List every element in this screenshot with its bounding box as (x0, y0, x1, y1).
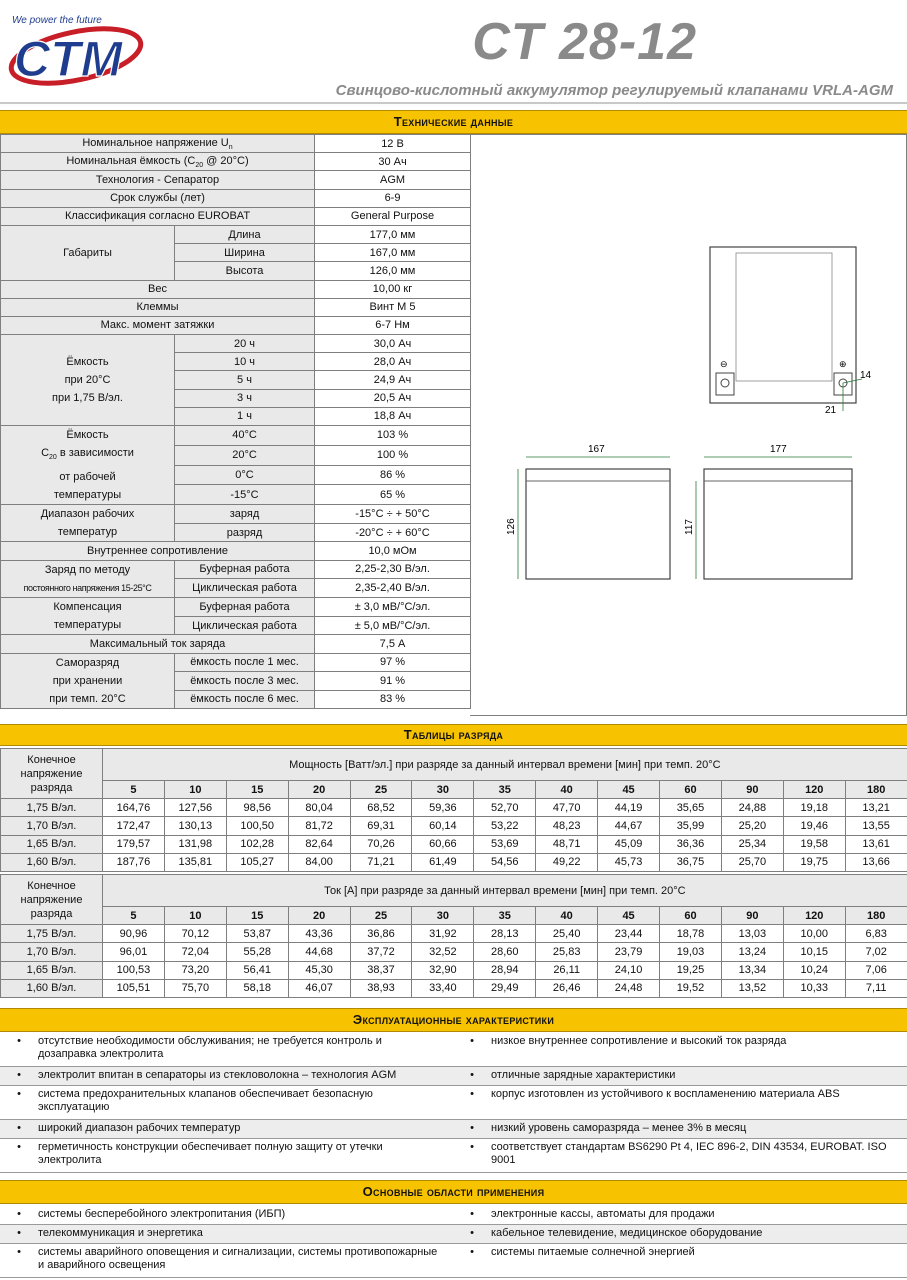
value-cell: 13,66 (845, 853, 907, 871)
value-cell: 56,41 (226, 961, 288, 979)
row-capacity-temp: Ёмкость $С_{20}$ в зависимости от рабочей температуры 40°С 103 % (1, 426, 471, 446)
value-cell: 84,00 (288, 853, 350, 871)
time-header: 15 (226, 781, 288, 799)
power-caption: Мощность [Ватт/эл.] при разряде за данный интервал времени [мин] при темп. 20°С (103, 749, 907, 781)
bullet-icon: • (17, 1088, 21, 1100)
list-row (0, 1033, 907, 1067)
time-header: 180 (845, 907, 907, 925)
value-cell: 58,18 (226, 979, 288, 997)
list-item (453, 1225, 906, 1243)
model-title: CT 28-12 (472, 13, 697, 71)
section-features-title: Эксплуатационные характеристики (352, 1012, 555, 1027)
section-tech-header (0, 110, 907, 134)
row-max-current: Максимальный ток заряда 7,5 А (1, 635, 471, 653)
value-cell: 23,44 (598, 925, 660, 943)
row-nominal-voltage: Номинальное напряжение $U_n$ 12 В (1, 135, 471, 153)
value-cell: 19,75 (783, 853, 845, 871)
list-item (453, 1139, 906, 1172)
value-cell: 28,13 (474, 925, 536, 943)
value-cell: 28,60 (474, 943, 536, 961)
value-cell: 35,65 (660, 799, 722, 817)
section-tech-title: Технические данные (393, 114, 514, 129)
value-cell: 82,64 (288, 835, 350, 853)
value-cell: 25,40 (536, 925, 598, 943)
value-cell: 96,01 (103, 943, 165, 961)
bullet-icon: • (470, 1141, 474, 1153)
value-cell: 48,23 (536, 817, 598, 835)
list-item (453, 1033, 906, 1066)
value-cell: 75,70 (164, 979, 226, 997)
value-cell: 10,33 (783, 979, 845, 997)
ctm-logo (6, 8, 156, 94)
value-cell: 100,50 (226, 817, 288, 835)
value-cell: 10,00 (783, 925, 845, 943)
row-classification: Классификация согласно EUROBAT General Purpose (1, 207, 471, 225)
list-item (453, 1244, 906, 1277)
list-item-text: системы питаемые солнечной энергией (491, 1246, 695, 1258)
value-cell: 52,70 (474, 799, 536, 817)
list-row (0, 1244, 907, 1278)
list-item-text: корпус изготовлен из устойчивого к воспламенению материала ABS (491, 1088, 840, 1100)
table-row (1, 961, 907, 979)
time-header: 10 (164, 781, 226, 799)
list-item-text: герметичность конструкции обеспечивает полную защиту от утечки электролита (38, 1141, 383, 1166)
list-item (0, 1244, 453, 1277)
header-divider (0, 102, 907, 104)
table-row (1, 817, 907, 835)
value-cell: 19,18 (783, 799, 845, 817)
value-cell: 19,46 (783, 817, 845, 835)
row-temp-range: Диапазон рабочих температур заряд -15°С ÷ + 50°С (1, 505, 471, 524)
list-item-text: кабельное телевидение, медицинское оборудование (491, 1227, 763, 1239)
time-header: 120 (783, 781, 845, 799)
list-row (0, 1206, 907, 1225)
end-voltage-cell: 1,60 В/эл. (1, 979, 103, 997)
section-discharge-title: Таблицы разряда (403, 727, 504, 742)
battery-dimension-drawing (470, 135, 907, 717)
list-item-text: телекоммуникация и энергетика (38, 1227, 203, 1239)
value-cell: 36,75 (660, 853, 722, 871)
list-item-text: соответствует стандартам BS6290 Pt 4, IEC 896-2, DIN 43534, EUROBAT. ISO 9001 (491, 1141, 887, 1166)
list-item (453, 1067, 906, 1085)
time-header: 20 (288, 781, 350, 799)
bullet-icon: • (470, 1035, 474, 1047)
value-cell: 13,55 (845, 817, 907, 835)
value-cell: 55,28 (226, 943, 288, 961)
time-header: 30 (412, 781, 474, 799)
time-header: 120 (783, 907, 845, 925)
value-cell: 70,26 (350, 835, 412, 853)
time-header: 5 (103, 907, 165, 925)
value-cell: 13,24 (721, 943, 783, 961)
list-item (453, 1120, 906, 1138)
value-cell: 72,04 (164, 943, 226, 961)
list-item (0, 1139, 453, 1172)
list-row (0, 1086, 907, 1120)
end-voltage-cell: 1,75 В/эл. (1, 799, 103, 817)
table-row (1, 925, 907, 943)
document-header (0, 0, 907, 106)
value-cell: 131,98 (164, 835, 226, 853)
current-discharge-table (0, 874, 907, 998)
bullet-icon: • (17, 1035, 21, 1047)
value-cell: 37,72 (350, 943, 412, 961)
current-times-row (1, 907, 907, 925)
value-cell: 135,81 (164, 853, 226, 871)
section-applications-title: Основные области применения (362, 1184, 545, 1199)
table-row (1, 979, 907, 997)
time-header: 180 (845, 781, 907, 799)
table-row (1, 943, 907, 961)
applications-list (0, 1206, 907, 1278)
battery-side-view (704, 469, 852, 579)
row-charge: Заряд по методу постоянного напряжения 15-25°С Буферная работа 2,25-2,30 В/эл. (1, 560, 471, 579)
dim-177-label: 177 (770, 444, 787, 455)
value-cell: 24,88 (721, 799, 783, 817)
value-cell: 25,20 (721, 817, 783, 835)
features-list (0, 1033, 907, 1173)
value-cell: 53,69 (474, 835, 536, 853)
list-item (0, 1225, 453, 1243)
list-row (0, 1067, 907, 1086)
time-header: 35 (474, 781, 536, 799)
time-header: 45 (598, 781, 660, 799)
value-cell: 26,46 (536, 979, 598, 997)
bullet-icon: • (17, 1246, 21, 1258)
bullet-icon: • (17, 1208, 21, 1220)
value-cell: 46,07 (288, 979, 350, 997)
value-cell: 43,36 (288, 925, 350, 943)
current-caption: Ток [А] при разряде за данный интервал времени [мин] при темп. 20°С (103, 875, 907, 907)
list-item (0, 1067, 453, 1085)
list-item-text: широкий диапазон рабочих температур (38, 1122, 241, 1134)
value-cell: 80,04 (288, 799, 350, 817)
value-cell: 13,03 (721, 925, 783, 943)
logo-brand: CTM (14, 31, 123, 87)
value-cell: 32,90 (412, 961, 474, 979)
list-item-text: электролит впитан в сепараторы из стекловолокна – технология AGM (38, 1069, 397, 1081)
row-capacity-rate: Ёмкость при 20°С при 1,75 В/эл. 20 ч 30,0 Ач (1, 335, 471, 353)
list-item (0, 1206, 453, 1224)
value-cell: 13,52 (721, 979, 783, 997)
time-header: 90 (721, 781, 783, 799)
minus-terminal-icon: ⊖ (720, 359, 728, 369)
time-header: 40 (536, 907, 598, 925)
value-cell: 13,61 (845, 835, 907, 853)
value-cell: 10,24 (783, 961, 845, 979)
value-cell: 54,56 (474, 853, 536, 871)
list-item-text: система предохранительных клапанов обеспечивает безопасную эксплуатацию (38, 1088, 373, 1113)
row-capacity: Номинальная ёмкость ($С_{20}$ @ 20°С) 30 Ач (1, 153, 471, 171)
list-item-text: системы бесперебойного электропитания (ИБП) (38, 1208, 286, 1220)
value-cell: 36,86 (350, 925, 412, 943)
value-cell: 7,02 (845, 943, 907, 961)
nominal-voltage-value: 12 В (315, 135, 471, 153)
value-cell: 127,56 (164, 799, 226, 817)
value-cell: 29,49 (474, 979, 536, 997)
bullet-icon: • (470, 1246, 474, 1258)
list-item (0, 1120, 453, 1138)
value-cell: 19,03 (660, 943, 722, 961)
list-row (0, 1120, 907, 1139)
value-cell: 24,48 (598, 979, 660, 997)
table-row (1, 853, 907, 871)
bullet-icon: • (17, 1069, 21, 1081)
value-cell: 59,36 (412, 799, 474, 817)
value-cell: 38,93 (350, 979, 412, 997)
time-header: 5 (103, 781, 165, 799)
value-cell: 24,10 (598, 961, 660, 979)
end-voltage-header: Конечное напряжение разряда (1, 875, 103, 925)
value-cell: 164,76 (103, 799, 165, 817)
plus-terminal-icon: ⊕ (839, 359, 847, 369)
value-cell: 10,15 (783, 943, 845, 961)
row-terminals: Клеммы Винт М 5 (1, 298, 471, 316)
row-self-discharge: Саморазряд при хранении при темп. 20°С ёмкость после 1 мес. 97 % (1, 653, 471, 672)
list-item-text: отсутствие необходимости обслуживания; не требуется контроль и дозаправка электролита (38, 1035, 382, 1060)
row-compensation: Компенсация температуры Буферная работа ± 3,0 мВ/°С/эл. (1, 598, 471, 617)
end-voltage-cell: 1,65 В/эл. (1, 961, 103, 979)
value-cell: 44,67 (598, 817, 660, 835)
time-header: 45 (598, 907, 660, 925)
value-cell: 19,25 (660, 961, 722, 979)
bullet-icon: • (470, 1208, 474, 1220)
time-header: 35 (474, 907, 536, 925)
row-resistance: Внутреннее сопротивление 10,0 мОм (1, 542, 471, 560)
value-cell: 38,37 (350, 961, 412, 979)
list-item-text: отличные зарядные характеристики (491, 1069, 676, 1081)
value-cell: 26,11 (536, 961, 598, 979)
value-cell: 25,70 (721, 853, 783, 871)
value-cell: 105,51 (103, 979, 165, 997)
value-cell: 105,27 (226, 853, 288, 871)
list-item (0, 1033, 453, 1066)
row-technology: Технология - Сепаратор AGM (1, 171, 471, 189)
time-header: 90 (721, 907, 783, 925)
list-item (453, 1206, 906, 1224)
value-cell: 90,96 (103, 925, 165, 943)
bullet-icon: • (470, 1227, 474, 1239)
bullet-icon: • (17, 1227, 21, 1239)
time-header: 30 (412, 907, 474, 925)
value-cell: 60,66 (412, 835, 474, 853)
value-cell: 47,70 (536, 799, 598, 817)
value-cell: 44,19 (598, 799, 660, 817)
dim-126-label: 126 (506, 518, 517, 535)
end-voltage-header: Конечное напряжение разряда (1, 749, 103, 799)
value-cell: 48,71 (536, 835, 598, 853)
time-header: 15 (226, 907, 288, 925)
value-cell: 25,34 (721, 835, 783, 853)
bullet-icon: • (470, 1088, 474, 1100)
row-torque: Макс. момент затяжки 6-7 Нм (1, 316, 471, 334)
value-cell: 18,78 (660, 925, 722, 943)
value-cell: 61,49 (412, 853, 474, 871)
value-cell: 187,76 (103, 853, 165, 871)
time-header: 60 (660, 907, 722, 925)
value-cell: 172,47 (103, 817, 165, 835)
capacity-value: 30 Ач (315, 153, 471, 171)
bullet-icon: • (17, 1141, 21, 1153)
list-row (0, 1139, 907, 1173)
value-cell: 45,30 (288, 961, 350, 979)
table-row (1, 835, 907, 853)
value-cell: 130,13 (164, 817, 226, 835)
section-features-header (0, 1008, 907, 1032)
list-item (453, 1086, 906, 1119)
value-cell: 28,94 (474, 961, 536, 979)
end-voltage-cell: 1,75 В/эл. (1, 925, 103, 943)
value-cell: 31,92 (412, 925, 474, 943)
list-item-text: электронные кассы, автоматы для продажи (491, 1208, 715, 1220)
value-cell: 98,56 (226, 799, 288, 817)
value-cell: 68,52 (350, 799, 412, 817)
time-header: 10 (164, 907, 226, 925)
product-subtitle: Свинцово-кислотный аккумулятор регулируемый клапанами VRLA-AGM (335, 82, 893, 99)
value-cell: 35,99 (660, 817, 722, 835)
power-discharge-table (0, 748, 907, 872)
value-cell: 45,73 (598, 853, 660, 871)
time-header: 60 (660, 781, 722, 799)
power-times-row (1, 781, 907, 799)
value-cell: 53,87 (226, 925, 288, 943)
battery-drawing-panel (470, 134, 907, 716)
value-cell: 13,34 (721, 961, 783, 979)
value-cell: 23,79 (598, 943, 660, 961)
value-cell: 100,53 (103, 961, 165, 979)
end-voltage-cell: 1,70 В/эл. (1, 943, 103, 961)
value-cell: 81,72 (288, 817, 350, 835)
value-cell: 102,28 (226, 835, 288, 853)
value-cell: 32,52 (412, 943, 474, 961)
row-life: Срок службы (лет) 6-9 (1, 189, 471, 207)
end-voltage-cell: 1,65 В/эл. (1, 835, 103, 853)
time-header: 40 (536, 781, 598, 799)
value-cell: 70,12 (164, 925, 226, 943)
value-cell: 73,20 (164, 961, 226, 979)
battery-front-view (526, 469, 670, 579)
list-item-text: низкое внутреннее сопротивление и высокий ток разряда (491, 1035, 787, 1047)
bullet-icon: • (470, 1069, 474, 1081)
value-cell: 19,58 (783, 835, 845, 853)
value-cell: 69,31 (350, 817, 412, 835)
value-cell: 13,21 (845, 799, 907, 817)
value-cell: 36,36 (660, 835, 722, 853)
value-cell: 6,83 (845, 925, 907, 943)
tech-data-table: Номинальное напряжение $U_n$ 12 В Номинальная ёмкость ($С_{20}$ @ 20°С) 30 Ач Технология - Сепаратор AGM Срок службы (лет) 6-9 Классификация согласно EUROBAT General Purpose Габариты Длина 177,0 мм Ширина 167,0 мм Высота 126,0 мм Вес 10,00 кг Клеммы Винт М 5 Макс. момент затяжки 6-7 Нм Ёмкость при 20°С при 1,75 В/эл. 20 ч 30,0 Ач 10 ч 28,0 Ач 5 ч 24,9 Ач 3 ч 20,5 Ач 1 ч 18,8 Ач Ёмкость $С_{20}$ в зависимости от рабочей температуры 40°С 103 % 20°С 100 % 0°С 86 % -15°С 65 % Диапазон рабочих температур заряд -15°С ÷ + 50°С разряд -20°С ÷ + 60°С Внутреннее сопротивление 10,0 мОм Заряд по методу постоянного напряжения 15-25°С Буферная работа 2,25-2,30 В/эл. Циклическая работа 2,35-2,40 В/эл. Компенсация температуры Буферная работа ± 3,0 мВ/°С/эл. Циклическая работа ± 5,0 мВ/°С/эл. Максимальный ток заряда 7,5 А Саморазряд при хранении при темп. 20°С ёмкость после 1 мес. 97 % ёмкость после 3 мес. 91 % ёмкость после 6 мес. 83 % (0, 134, 471, 709)
value-cell: 60,14 (412, 817, 474, 835)
bullet-icon: • (470, 1122, 474, 1134)
time-header: 25 (350, 781, 412, 799)
bullet-icon: • (17, 1122, 21, 1134)
dim-117-label: 117 (684, 519, 695, 535)
value-cell: 19,52 (660, 979, 722, 997)
value-cell: 179,57 (103, 835, 165, 853)
row-weight: Вес 10,00 кг (1, 280, 471, 298)
list-row (0, 1225, 907, 1244)
end-voltage-cell: 1,60 В/эл. (1, 853, 103, 871)
section-discharge-header (0, 724, 907, 746)
time-header: 20 (288, 907, 350, 925)
dim-167-label: 167 (588, 444, 605, 455)
value-cell: 45,09 (598, 835, 660, 853)
value-cell: 49,22 (536, 853, 598, 871)
value-cell: 71,21 (350, 853, 412, 871)
logo-slogan: We power the future (12, 15, 102, 26)
dim-21-label: 21 (825, 405, 837, 416)
row-dimensions: Габариты Длина 177,0 мм (1, 225, 471, 243)
value-cell: 7,11 (845, 979, 907, 997)
dim-14-label: 14 (860, 370, 872, 381)
list-item-text: системы аварийного оповещения и сигнализации, системы противопожарные и аварийного освещения (38, 1246, 438, 1271)
value-cell: 33,40 (412, 979, 474, 997)
value-cell: 53,22 (474, 817, 536, 835)
list-item-text: низкий уровень саморазряда – менее 3% в месяц (491, 1122, 747, 1134)
section-applications-header (0, 1180, 907, 1204)
list-item (0, 1086, 453, 1119)
value-cell: 7,06 (845, 961, 907, 979)
value-cell: 25,83 (536, 943, 598, 961)
time-header: 25 (350, 907, 412, 925)
value-cell: 44,68 (288, 943, 350, 961)
table-row (1, 799, 907, 817)
end-voltage-cell: 1,70 В/эл. (1, 817, 103, 835)
